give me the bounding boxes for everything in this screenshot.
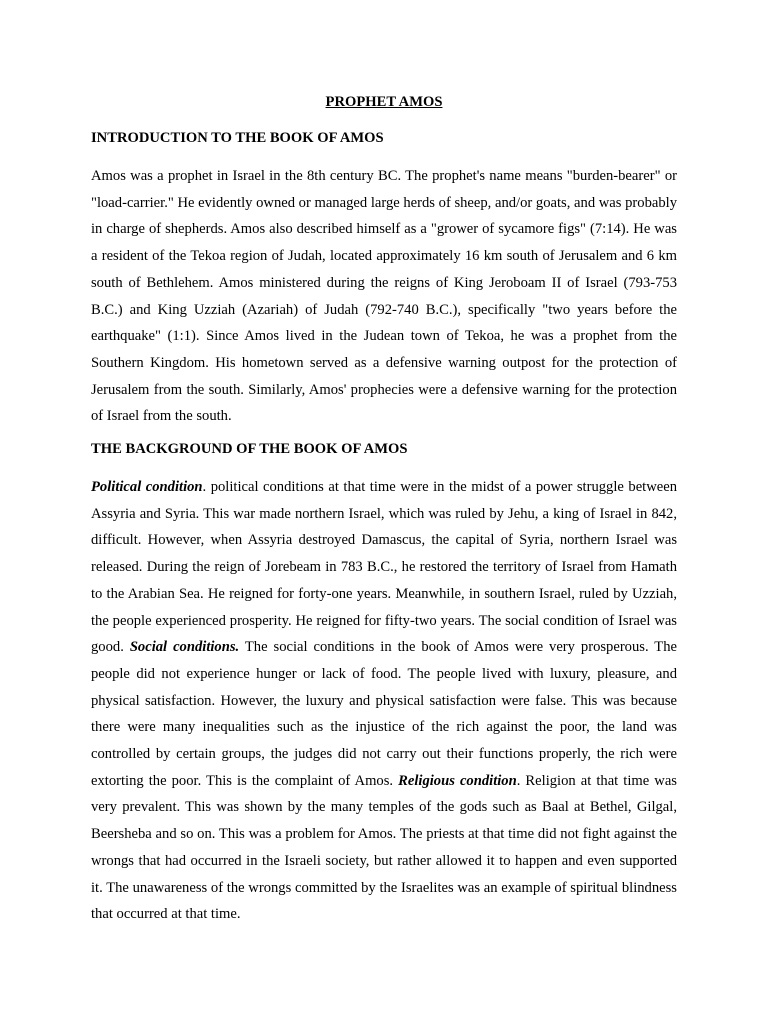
political-condition-text: . political conditions at that time were in the midst of a power struggle between Assyria and Syria. This war made northern Israel, which was ruled by Jehu, a king of Israel in 842, difficult. However, when Assyria destroyed Damascus, the capital of Syria, northern Israel was released. During the reign of Jorebeam in 783 B.C., he restored the territory of Israel from Hamath to the Arabian Sea. He reigned for forty-one years. Meanwhile, in southern Israel, ruled by Uzziah, the people experienced prosperity. He reigned for fifty-two years. The social condition of Israel was good. — [91, 479, 678, 656]
background-heading: THE BACKGROUND OF THE BOOK OF AMOS — [91, 441, 408, 458]
social-conditions-label: Social conditions. — [129, 639, 240, 656]
religious-condition-text: . Religion at that time was very prevalent. This was shown by the many temples of the gods such as Baal at Bethel, Gilgal, Beersheba and so on. This was a problem for Amos. The priests at that time did not fight against the wrongs that had occurred in the Israeli society, but rather allowed it to happen and even supported it. The unawareness of the wrongs committed by the Israelites was an example of spiritual blindness that occurred at that time. — [91, 772, 677, 923]
background-paragraph — [91, 474, 677, 928]
social-conditions-text: The social conditions in the book of Amos were very prosperous. The people did not experience hunger or lack of food. The people lived with luxury, pleasure, and physical satisfaction. However, the luxury and physical satisfaction were false. This was because there were many inequalities such as the injustice of the rich against the poor, the land was controlled by certain groups, the judges did not carry out their functions properly, the rich were extorting the poor. This is the complaint of Amos. — [91, 639, 677, 789]
political-condition-label: Political condition — [91, 479, 203, 496]
religious-condition-label: Religious condition — [398, 772, 517, 789]
intro-heading: INTRODUCTION TO THE BOOK OF AMOS — [91, 130, 384, 146]
document-page — [91, 91, 677, 936]
intro-paragraph: Amos was a prophet in Israel in the 8th century BC. The prophet's name means "burden-bearer" or "load-carrier." He evidently owned or managed large herds of sheep, and/or goats, and was probably in charge of shepherds. Amos also described himself as a "grower of sycamore figs" (7:14). He was a resident of the Tekoa region of Judah, located approximately 16 km south of Jerusalem and 6 km south of Bethlehem. Amos ministered during the reigns of King Jeroboam II of Israel (793-753 B.C.) and King Uzziah (Azariah) of Judah (792-740 B.C.), specifically "two years before the earthquake" (1:1). Since Amos lived in the Judean town of Tekoa, he was a prophet from the Southern Kingdom. His hometown served as a defensive warning outpost for the protection of Jerusalem from the south. Similarly, Amos' prophecies were a defensive warning for the protection of Israel from the south. — [91, 168, 677, 425]
document-title: PROPHET AMOS — [325, 94, 443, 110]
